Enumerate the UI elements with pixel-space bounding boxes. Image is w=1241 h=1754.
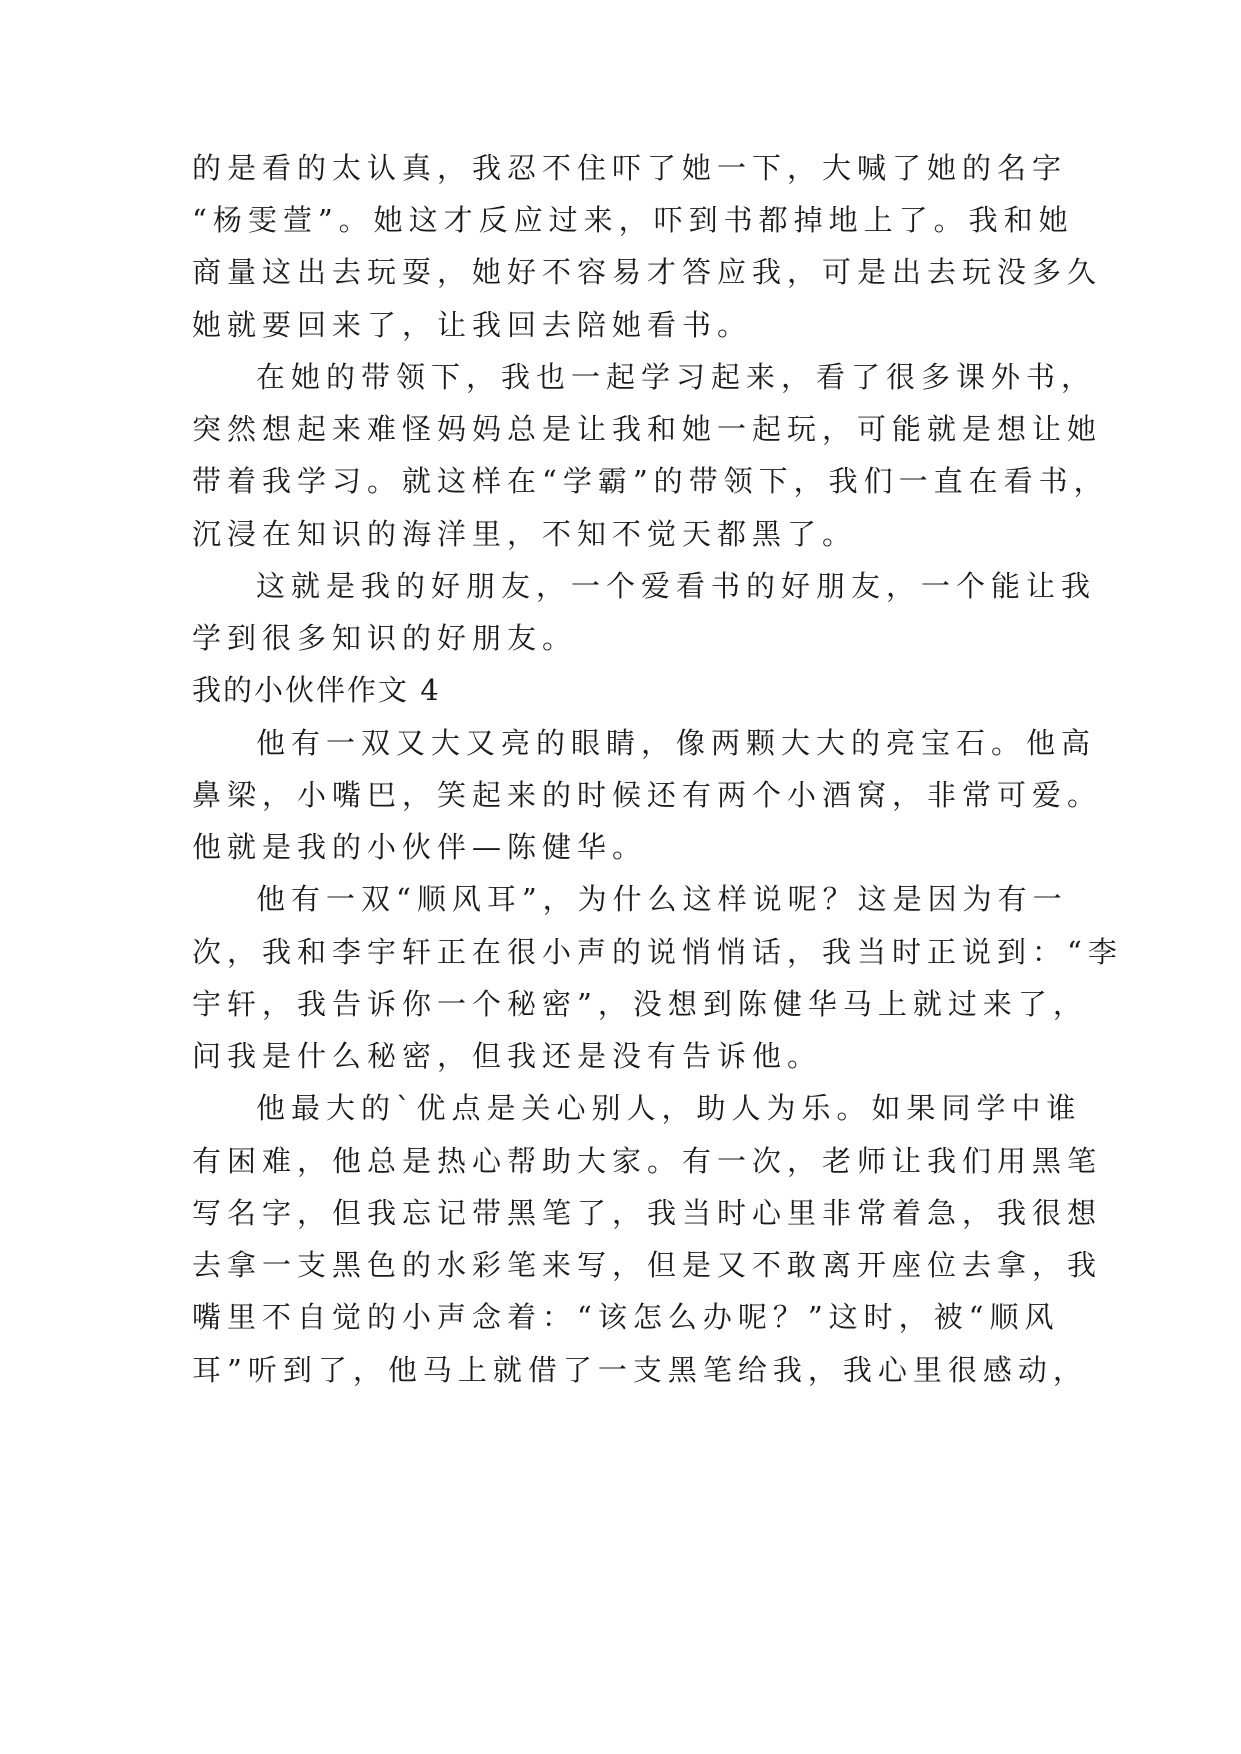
text-line: 商量这出去玩耍，她好不容易才答应我，可是出去玩没多久 xyxy=(192,255,1103,289)
text-line: 嘴里不自觉的小声念着：“该怎么办呢？”这时，被“顺风 xyxy=(192,1300,1060,1334)
text-line: 问我是什么秘密，但我还是没有告诉他。 xyxy=(192,1039,823,1073)
text-line: 带着我学习。就这样在“学霸”的带领下，我们一直在看书， xyxy=(192,464,1109,498)
text-line: 写名字，但我忘记带黑笔了，我当时心里非常着急，我很想 xyxy=(192,1196,1103,1230)
paragraph-first-line: 他最大的`优点是关心别人，助人为乐。如果同学中谁 xyxy=(256,1091,1082,1125)
section-heading: 我的小伙伴作文 4 xyxy=(192,673,441,707)
paragraph-first-line: 在她的带领下，我也一起学习起来，看了很多课外书， xyxy=(256,360,1097,394)
text-line: 去拿一支黑色的水彩笔来写，但是又不敢离开座位去拿，我 xyxy=(192,1248,1103,1282)
text-line: 耳”听到了，他马上就借了一支黑笔给我，我心里很感动， xyxy=(192,1353,1088,1387)
text-line: 的是看的太认真，我忍不住吓了她一下，大喊了她的名字 xyxy=(192,151,1068,185)
paragraph-first-line: 他有一双又大又亮的眼睛，像两颗大大的亮宝石。他高 xyxy=(256,726,1097,760)
paragraph-first-line: 这就是我的好朋友，一个爱看书的好朋友，一个能让我 xyxy=(256,569,1097,603)
text-line: 突然想起来难怪妈妈总是让我和她一起玩，可能就是想让她 xyxy=(192,412,1103,446)
text-line: 鼻梁，小嘴巴，笑起来的时候还有两个小酒窝，非常可爱。 xyxy=(192,778,1103,812)
text-line: 有困难，他总是热心帮助大家。有一次，老师让我们用黑笔 xyxy=(192,1144,1103,1178)
text-line: 学到很多知识的好朋友。 xyxy=(192,621,578,655)
text-line: 她就要回来了，让我回去陪她看书。 xyxy=(192,308,753,342)
paragraph-first-line: 他有一双“顺风耳”，为什么这样说呢？这是因为有一 xyxy=(256,882,1068,916)
text-line: 宇轩，我告诉你一个秘密”，没想到陈健华马上就过来了， xyxy=(192,987,1088,1021)
text-line: “杨雯萱”。她这才反应过来，吓到书都掉地上了。我和她 xyxy=(192,203,1074,237)
text-line: 沉浸在知识的海洋里，不知不觉天都黑了。 xyxy=(192,517,858,551)
text-line: 他就是我的小伙伴—陈健华。 xyxy=(192,830,648,864)
text-line: 次，我和李宇轩正在很小声的说悄悄话，我当时正说到：“李 xyxy=(192,935,1123,969)
